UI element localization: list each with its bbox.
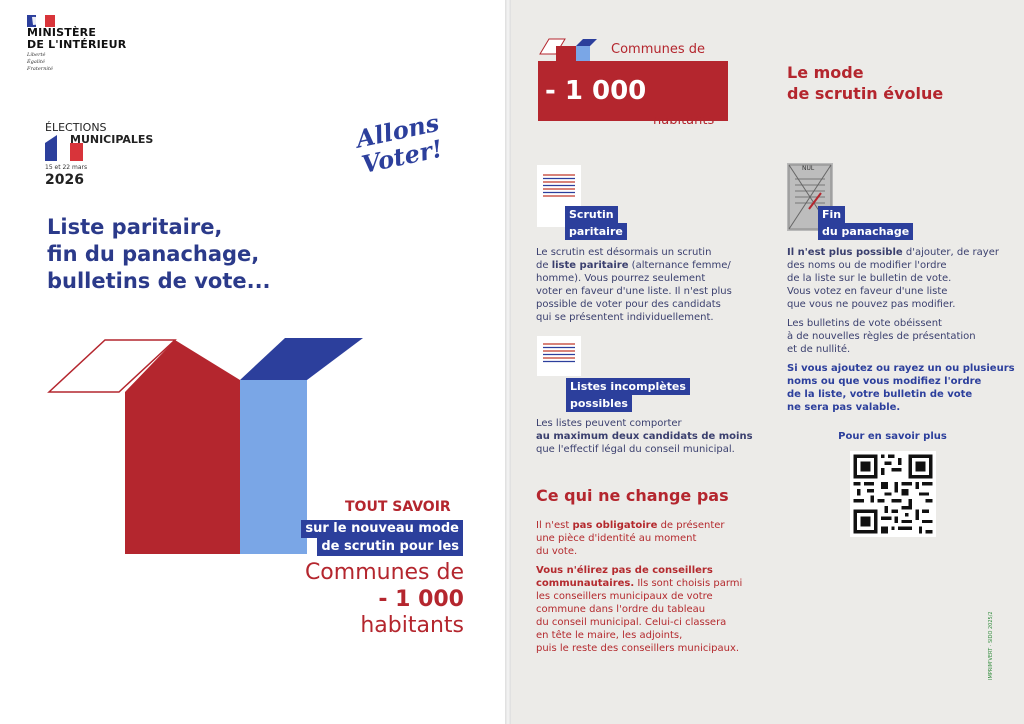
ncp-p1-line1 (536, 519, 776, 532)
right-page (510, 0, 1024, 724)
fin-tag-line1: Fin (818, 206, 845, 223)
scrutin-text-post: (alternance femme/ (628, 260, 731, 271)
listes-line3: que l'effectif légal du conseil municipal. (536, 444, 735, 455)
ncp-p2-line6: en tête le maire, les adjoints, (536, 630, 683, 641)
headline-line2: fin du panachage, (47, 242, 260, 266)
election-year: 2026 (45, 172, 84, 188)
marianne-logo-icon (27, 12, 55, 24)
scrutin-text-line2 (536, 259, 746, 272)
imprim-vert-label: IMPRIM'VERT · SIDO 2025/2 (988, 611, 994, 680)
elections-line1: ÉLECTIONS (45, 121, 107, 134)
ne-change-pas-title: Ce qui ne change pas (536, 486, 729, 505)
moins-mille: - 1 000 (378, 587, 464, 612)
scrutin-paritaire-text (536, 246, 746, 324)
fin-p1-line1 (787, 246, 1017, 259)
communes-de: Communes de (304, 560, 464, 585)
nul-label: NUL (802, 165, 815, 172)
scrutin-paritaire-tag (565, 206, 627, 240)
fold-divider (505, 0, 511, 724)
fin-panachage-tag (818, 206, 913, 240)
election-dates: 15 et 22 mars (45, 164, 88, 171)
ballot-list-icon-2 (537, 336, 581, 376)
scrutin-text-pre: de (536, 260, 552, 271)
tout-savoir: TOUT SAVOIR (345, 499, 451, 515)
fin-tag-line2: du panachage (818, 223, 913, 240)
fin-p1-bold: Il n'est plus possible (787, 247, 903, 258)
scrutin-text-bold: liste paritaire (551, 260, 629, 271)
mode-title-line1: Le mode (787, 63, 864, 82)
logo-moins-mille: - 1 000 (545, 76, 647, 106)
fin-p2-line2: à de nouvelles règles de présentation (787, 331, 976, 342)
qr-code-icon[interactable] (850, 451, 936, 537)
fin-p1-rest: d'ajouter, de rayer (902, 247, 999, 258)
motto-egalite: Égalité (27, 59, 45, 65)
fin-p3 (787, 362, 1017, 414)
motto-fraternite: Fraternité (27, 66, 53, 72)
scrutin-text-line1: Le scrutin est désormais un scrutin (536, 247, 712, 258)
fin-p3-line3: de la liste, votre bulletin de vote (787, 389, 973, 400)
scrutin-tag-line1: Scrutin (565, 206, 618, 223)
mode-title-line2: de scrutin évolue (787, 84, 944, 103)
fin-p3-line2: noms ou que vous modifiez l'ordre (787, 376, 982, 387)
pour-en-savoir-plus: Pour en savoir plus (838, 431, 947, 442)
listes-line2: au maximum deux candidats de moins (536, 431, 753, 442)
ncp-p2-line5: du conseil municipal. Celui-ci classera (536, 617, 727, 628)
ncp-p1-bold: pas obligatoire (572, 520, 658, 531)
ncp-p1-pre: Il n'est (536, 520, 573, 531)
listes-tag-line2: possibles (566, 395, 632, 412)
fin-p1-line4: Vous votez en faveur d'une liste (787, 286, 948, 297)
ncp-p1-post: de présenter (657, 520, 725, 531)
fin-panachage-text (787, 246, 1017, 414)
scrutin-text-line5: possible de voter pour des candidats (536, 299, 721, 310)
ncp-p2-line2 (536, 577, 776, 590)
ncp-p2-bold1: Vous n'élirez pas de conseillers (536, 565, 713, 576)
ne-change-pas-text (536, 519, 776, 655)
fin-p1-line5: que vous ne pouvez pas modifier. (787, 299, 956, 310)
headline-line1: Liste paritaire, (47, 215, 223, 239)
logo-communes-de: Communes de (611, 42, 705, 57)
ministry-name (27, 27, 126, 51)
ncp-p2-bold2: communautaires. (536, 578, 635, 589)
ncp-p2-line7: puis le reste des conseillers municipaux. (536, 643, 740, 654)
headline-line3: bulletins de vote... (47, 269, 271, 293)
habitants: habitants (360, 613, 464, 638)
listes-tag-line1: Listes incomplètes (566, 378, 690, 395)
ncp-p2-line3: les conseillers municipaux de votre (536, 591, 713, 602)
listes-incompletes-tag (566, 378, 690, 412)
ministry-line1: MINISTÈRE (27, 26, 97, 39)
scrutin-text-line3: homme). Vous pourrez seulement (536, 273, 706, 284)
fin-p2-line1: Les bulletins de vote obéissent (787, 318, 942, 329)
motto-liberte: Liberté (27, 52, 46, 58)
tagline-line1: sur le nouveau mode (301, 520, 463, 538)
listes-incompletes-text (536, 417, 776, 456)
fin-p3-line4: ne sera pas valable. (787, 402, 901, 413)
elections-line2: MUNICIPALES (70, 133, 154, 146)
scrutin-text-line4: voter en faveur d'une liste. Il n'est plus (536, 286, 732, 297)
listes-line1: Les listes peuvent comporter (536, 418, 682, 429)
ncp-p1-line2: une pièce d'identité au moment (536, 533, 697, 544)
left-page (0, 0, 505, 724)
fin-p2-line3: et de nullité. (787, 344, 851, 355)
tagline (283, 520, 463, 556)
allons-voter-slogan: Allons Voter! (353, 107, 446, 180)
tagline-line2: de scrutin pour les (317, 538, 463, 556)
ncp-p2-post: Ils sont choisis parmi (634, 578, 743, 589)
fin-p1-line3: de la liste sur le bulletin de vote. (787, 273, 952, 284)
headline (47, 214, 271, 295)
motto (27, 52, 53, 73)
ncp-p1-line3: du vote. (536, 546, 578, 557)
ncp-p2-line4: commune dans l'ordre du tableau (536, 604, 706, 615)
fin-p3-line1: Si vous ajoutez ou rayez un ou plusieurs (787, 363, 1015, 374)
scrutin-tag-line2: paritaire (565, 223, 627, 240)
fin-p1-line2: des noms ou de modifier l'ordre (787, 260, 947, 271)
scrutin-text-line6: qui se présentent individuellement. (536, 312, 714, 323)
ministry-line2: DE L'INTÉRIEUR (27, 38, 127, 51)
logo-habitants: habitants (653, 113, 715, 128)
mode-title (787, 62, 943, 104)
communes-logo (535, 36, 735, 131)
